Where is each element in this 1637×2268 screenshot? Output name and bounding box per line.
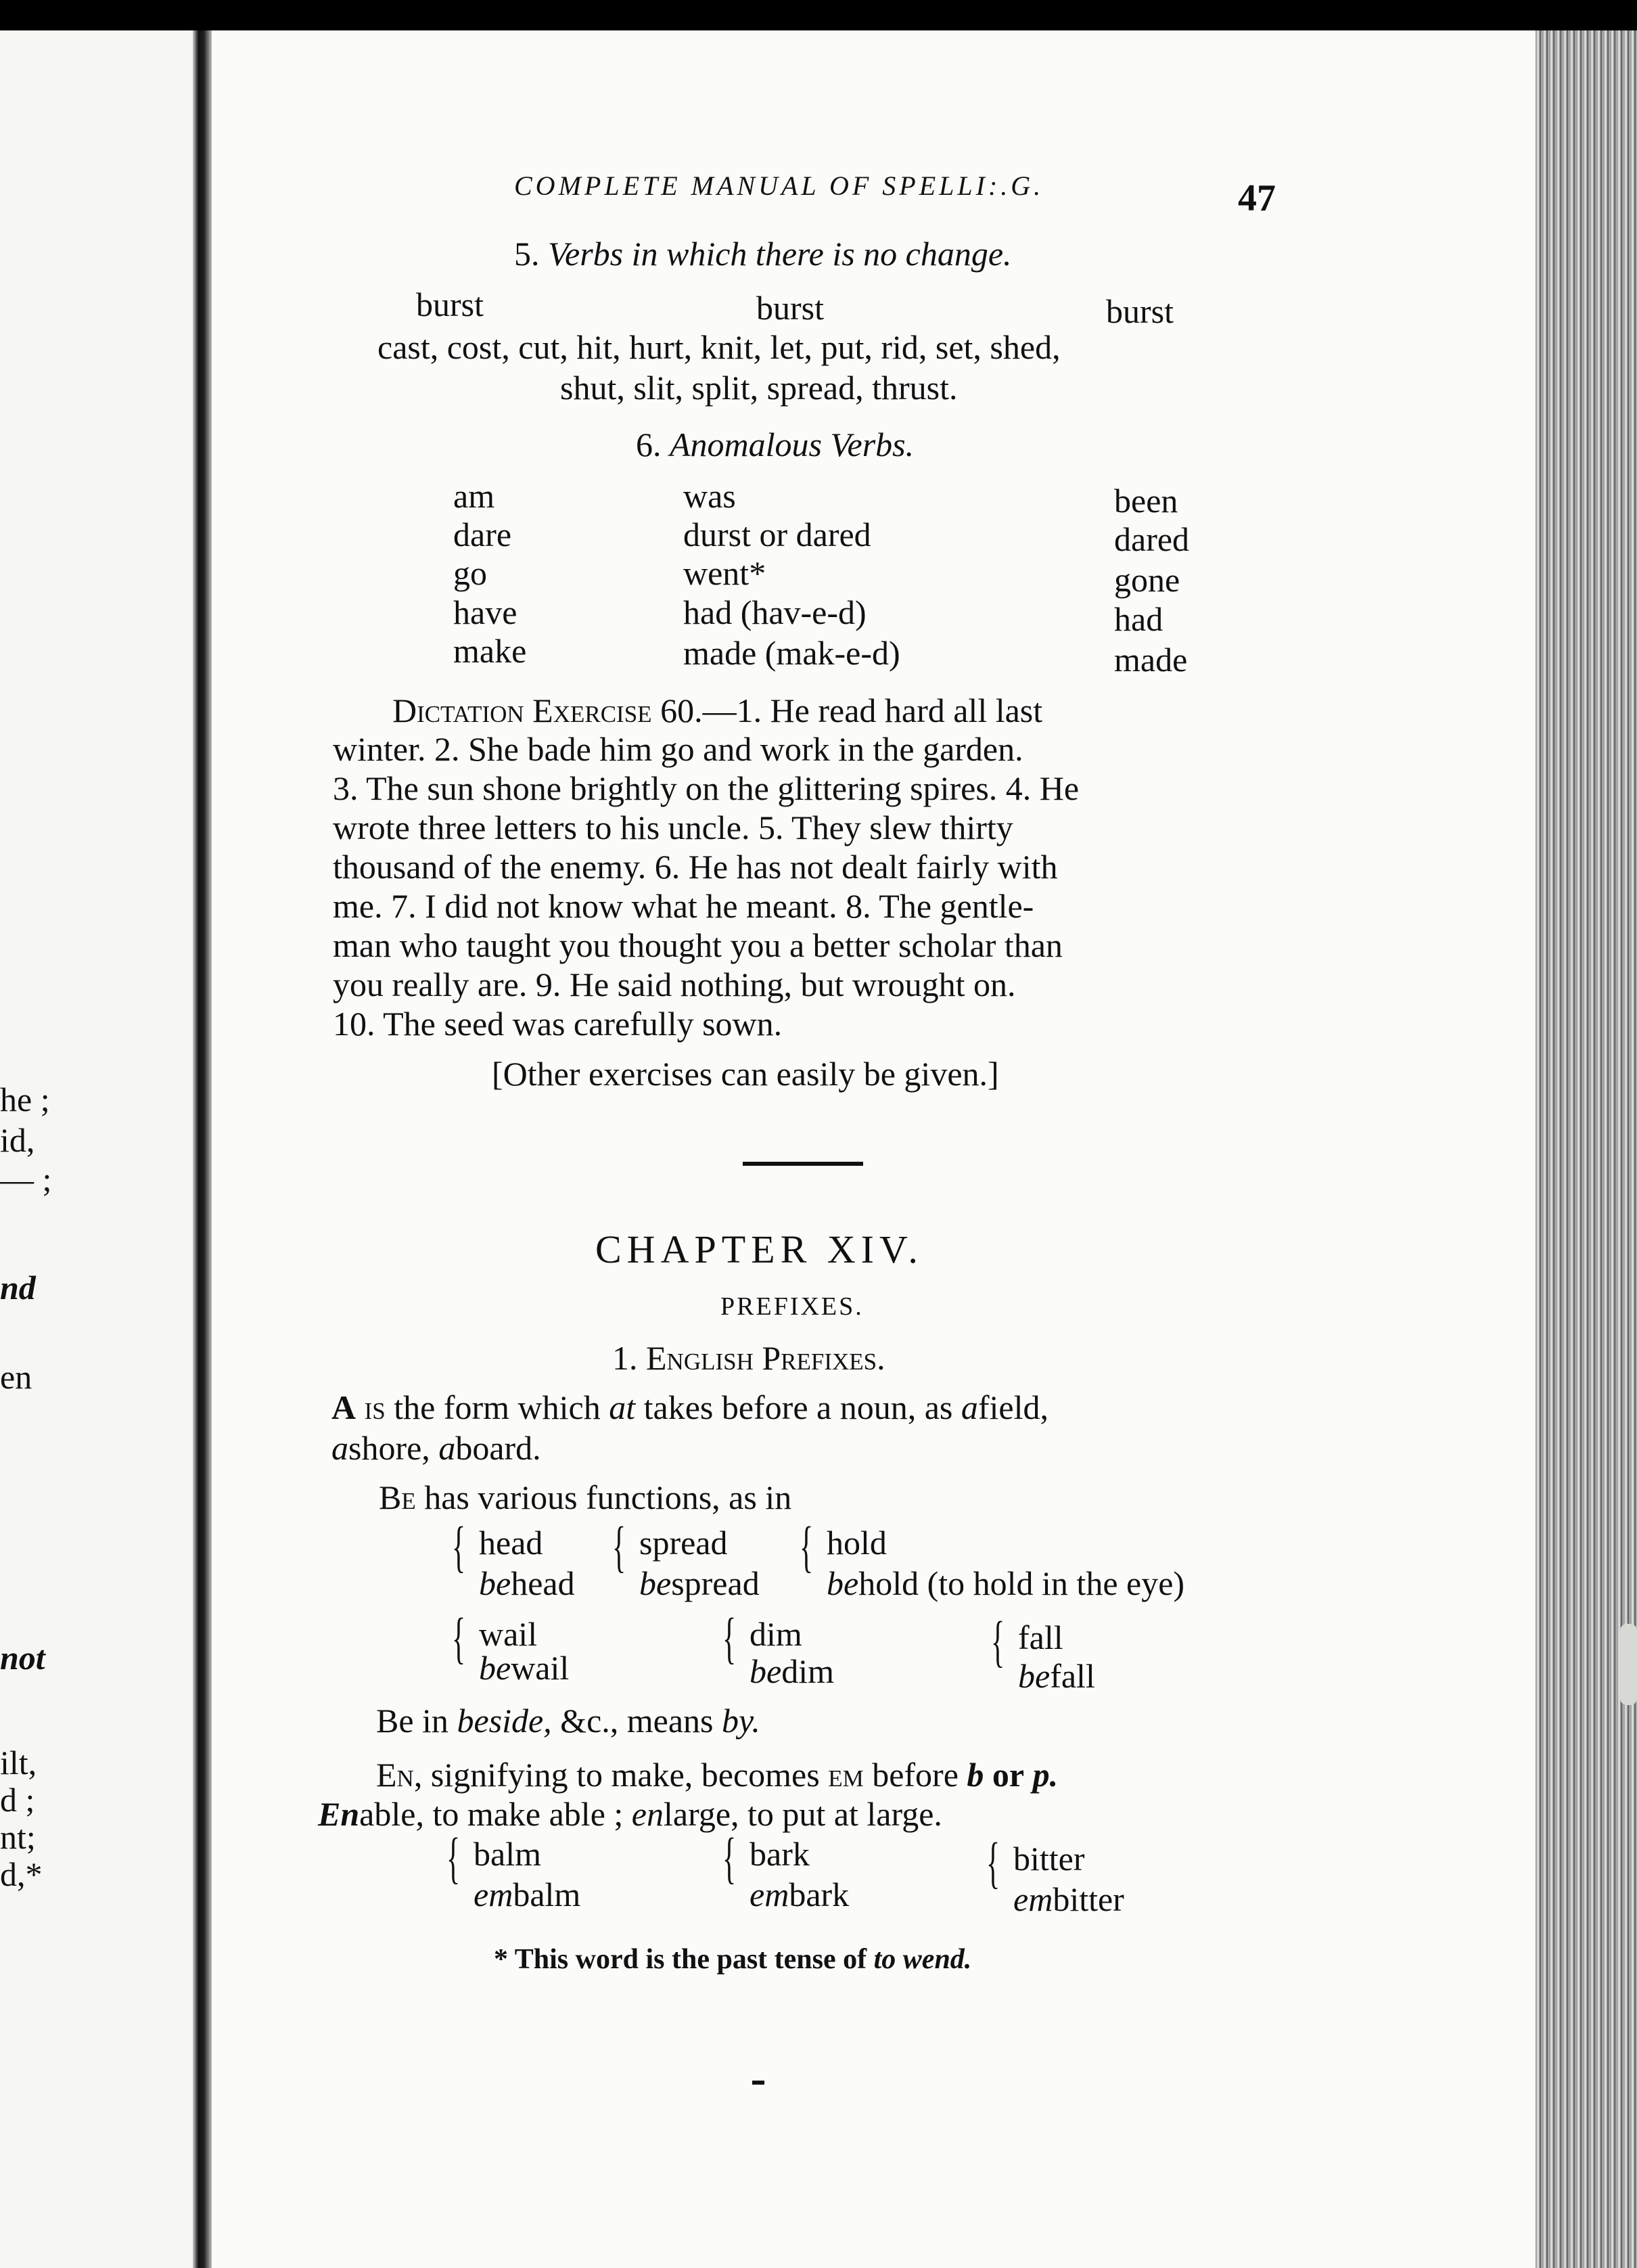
dictation-line: wrote three letters to his uncle. 5. They slew thirty bbox=[333, 809, 1013, 846]
dictation-line: you really are. 9. He said nothing, but wrought on. bbox=[333, 966, 1016, 1003]
be-example-derived: bewail bbox=[479, 1649, 570, 1687]
dictation-line: thousand of the enemy. 6. He has not dealt fairly with bbox=[333, 848, 1058, 886]
letter-p: p. bbox=[1032, 1756, 1059, 1794]
exercise-note: [Other exercises can easily be given.] bbox=[492, 1055, 999, 1093]
chapter-subtitle: PREFIXES. bbox=[720, 1292, 864, 1321]
brace-icon: { bbox=[722, 1827, 737, 1890]
verb-present: am bbox=[453, 477, 495, 515]
prefix-a-at: at bbox=[609, 1388, 636, 1426]
footnote-text: This word is the past tense of bbox=[514, 1944, 867, 1975]
footnote-italic: to wend. bbox=[873, 1944, 972, 1975]
dictation-line: man who taught you thought you a better scholar than bbox=[333, 926, 1063, 964]
prefix-a-lead: A bbox=[331, 1388, 356, 1426]
section-6-heading bbox=[636, 428, 914, 461]
be-example-base: spread bbox=[639, 1524, 728, 1562]
em-example-derived: embalm bbox=[474, 1876, 581, 1913]
running-header: COMPLETE MANUAL OF SPELLI:.G. bbox=[514, 171, 1044, 201]
dictation-label: Dictation Exercise bbox=[392, 691, 652, 729]
page-edges bbox=[1536, 30, 1637, 2268]
book-gutter bbox=[193, 30, 212, 2268]
verb-participle: made bbox=[1114, 641, 1188, 679]
verb-present: go bbox=[453, 554, 487, 592]
example-afield: afield, bbox=[961, 1388, 1049, 1426]
prefix-be-line bbox=[379, 1480, 791, 1514]
dictation-line: me. 7. I did not know what he meant. 8. The gentle- bbox=[333, 887, 1034, 925]
unchanged-verbs-line-2: shut, slit, split, spread, thrust. bbox=[560, 369, 958, 407]
prefix-em: em bbox=[828, 1756, 864, 1794]
be-example-derived: bedim bbox=[750, 1652, 834, 1690]
left-margin-fragment: nt; bbox=[0, 1818, 36, 1856]
verb-participle: gone bbox=[1114, 561, 1180, 599]
em-example-base: bitter bbox=[1013, 1840, 1085, 1878]
prefix-a-line-2 bbox=[331, 1431, 541, 1465]
left-margin-fragment: not bbox=[0, 1639, 45, 1677]
brace-icon: { bbox=[991, 1610, 1005, 1673]
section-number: 1. bbox=[612, 1339, 638, 1377]
prefix-en-lead: En, bbox=[376, 1756, 423, 1794]
left-margin-fragment: ilt, bbox=[0, 1744, 37, 1782]
footnote bbox=[494, 1945, 971, 1974]
be-example-base: dim bbox=[750, 1615, 802, 1653]
brace-icon: { bbox=[722, 1607, 737, 1670]
example-aboard: aboard. bbox=[438, 1429, 541, 1467]
hold-note: (to hold in the eye) bbox=[927, 1564, 1185, 1602]
em-example-base: bark bbox=[750, 1835, 810, 1873]
verb-past: made (mak-e-d) bbox=[683, 634, 900, 672]
left-margin-fragment: nd bbox=[0, 1269, 36, 1307]
be-example-derived: behead bbox=[479, 1564, 575, 1602]
section-5-title: Verbs in which there is no change. bbox=[548, 235, 1012, 273]
verb-past: durst or dared bbox=[683, 516, 871, 553]
prefix-a-is: is bbox=[364, 1388, 386, 1426]
dictation-line: winter. 2. She bade him go and work in the garden. bbox=[333, 730, 1023, 768]
prefix-a-text: takes before a noun, as bbox=[643, 1388, 953, 1426]
be-example-base: wail bbox=[479, 1615, 538, 1653]
footnote-star: * bbox=[494, 1944, 508, 1975]
chapter-title: CHAPTER XIV. bbox=[595, 1227, 923, 1271]
brace-icon: { bbox=[986, 1832, 1000, 1895]
verb-participle: dared bbox=[1114, 520, 1190, 558]
dictation-text: 60.—1. He read hard all last bbox=[660, 691, 1043, 729]
verb-participle: had bbox=[1114, 600, 1163, 638]
print-mark bbox=[752, 2081, 764, 2085]
brace-icon: { bbox=[452, 1607, 466, 1670]
letter-b: b bbox=[967, 1756, 984, 1794]
be-example-derived: bespread bbox=[639, 1564, 760, 1602]
verb-participle: been bbox=[1114, 482, 1178, 520]
em-example-base: balm bbox=[474, 1835, 541, 1873]
burst-participle: burst bbox=[1106, 292, 1174, 330]
burst-present: burst bbox=[416, 286, 484, 323]
be-example-derived: behold (to hold in the eye) bbox=[827, 1564, 1185, 1602]
section-5-number: 5. bbox=[514, 235, 540, 273]
burst-past: burst bbox=[756, 289, 824, 327]
verb-present: dare bbox=[453, 516, 512, 553]
page-number: 47 bbox=[1238, 177, 1276, 219]
prefix-a-text: the form which bbox=[394, 1388, 601, 1426]
left-margin-fragment: en bbox=[0, 1358, 32, 1396]
right-page bbox=[212, 30, 1536, 2268]
section-divider bbox=[743, 1162, 863, 1166]
section-6-title: Anomalous Verbs. bbox=[670, 426, 915, 463]
be-example-base: head bbox=[479, 1524, 543, 1562]
be-example-derived: befall bbox=[1018, 1657, 1095, 1695]
dictation-line: 10. The seed was carefully sown. bbox=[333, 1005, 783, 1043]
verb-present: make bbox=[453, 632, 527, 670]
verb-past: had (hav-e-d) bbox=[683, 593, 867, 631]
be-example-base: hold bbox=[827, 1524, 887, 1562]
prefix-be-text: has various functions, as in bbox=[424, 1478, 792, 1516]
section-title: English Prefixes. bbox=[646, 1339, 885, 1377]
left-margin-fragment: he ; bbox=[0, 1081, 50, 1118]
section-5-heading bbox=[514, 237, 1012, 271]
brace-icon: { bbox=[800, 1516, 814, 1579]
dictation-line: 3. The sun shone brightly on the glittering spires. 4. He bbox=[333, 769, 1080, 807]
em-example-derived: embitter bbox=[1013, 1880, 1124, 1918]
prefix-en-line-2: Enable, to make able ; enlarge, to put at large. bbox=[318, 1795, 942, 1833]
by-word: by. bbox=[722, 1702, 760, 1740]
be-beside-line: Be in beside, &c., means by. bbox=[376, 1702, 760, 1740]
left-margin-fragment: — ; bbox=[0, 1160, 52, 1198]
brace-icon: { bbox=[612, 1516, 626, 1579]
brace-icon: { bbox=[452, 1516, 466, 1579]
left-margin-fragment: d,* bbox=[0, 1855, 43, 1893]
section-6-number: 6. bbox=[636, 426, 662, 463]
section-heading-english-prefixes bbox=[612, 1341, 885, 1375]
paper-blemish bbox=[1620, 1624, 1637, 1705]
dictation-line-1 bbox=[392, 691, 1043, 729]
example-ashore: ashore, bbox=[331, 1429, 430, 1467]
be-example-base: fall bbox=[1018, 1618, 1063, 1656]
left-margin-fragment: id, bbox=[0, 1121, 35, 1159]
verb-past: went* bbox=[683, 554, 766, 592]
prefix-a-line-1 bbox=[331, 1390, 1048, 1424]
scan-top-border bbox=[0, 0, 1637, 30]
verb-present: have bbox=[453, 593, 517, 631]
prefix-en-line-1: En, signifying to make, becomes em before b or p. bbox=[376, 1756, 1059, 1794]
left-margin-fragment: d ; bbox=[0, 1781, 35, 1819]
brace-icon: { bbox=[446, 1827, 461, 1890]
prefix-be-lead: Be bbox=[379, 1478, 416, 1516]
beside-word: beside, bbox=[457, 1702, 552, 1740]
verb-past: was bbox=[683, 477, 736, 515]
em-example-derived: embark bbox=[750, 1876, 850, 1913]
unchanged-verbs-line-1: cast, cost, cut, hit, hurt, knit, let, put, rid, set, shed, bbox=[377, 328, 1061, 366]
